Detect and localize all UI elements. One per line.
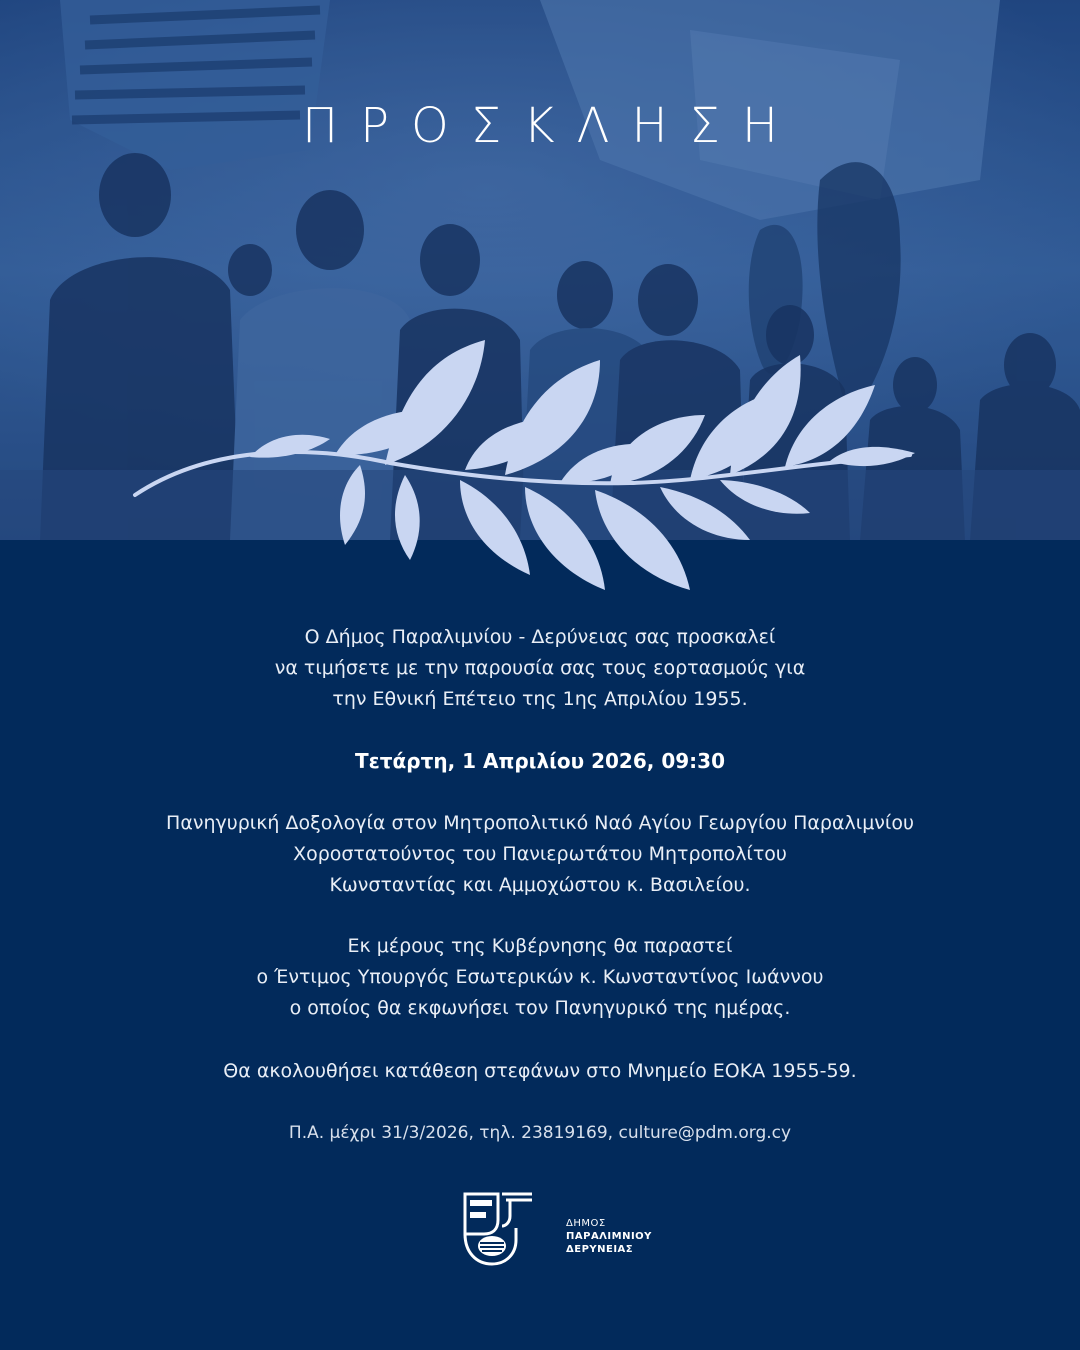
municipality-emblem-icon	[462, 1190, 536, 1268]
wreath-line: Θα ακολουθήσει κατάθεση στεφάνων στο Μνημείο ΕΟΚΑ 1955-59.	[223, 1060, 857, 1082]
logo-line-2: ΠΑΡΑΛΙΜΝΙΟΥ	[566, 1231, 652, 1242]
government-line: Εκ μέρους της Κυβέρνησης θα παραστεί	[347, 935, 733, 957]
olive-branch-icon	[130, 335, 930, 605]
logo-line-3: ΔΕΡΥΝΕΙΑΣ	[566, 1244, 634, 1255]
logo-line-1: ΔΗΜΟΣ	[566, 1218, 606, 1229]
intro-line: την Εθνική Επέτειο της 1ης Απριλίου 1955.	[332, 688, 748, 710]
intro-line: να τιμήσετε με την παρουσία σας τους εορτασμούς για	[274, 657, 806, 679]
service-line: Χοροστατούντος του Πανιερωτάτου Μητροπολίτου	[293, 843, 787, 865]
government-paragraph	[0, 931, 1080, 1024]
event-datetime: Τετάρτη, 1 Απριλίου 2026, 09:30	[355, 749, 725, 773]
service-paragraph	[0, 808, 1080, 901]
intro-paragraph	[0, 622, 1080, 715]
government-line: ο Έντιμος Υπουργός Εσωτερικών κ. Κωνσταντίνος Ιωάννου	[256, 966, 824, 988]
municipality-logo	[462, 1190, 652, 1270]
page-title: ΠΡΟΣΚΛΗΣΗ	[302, 98, 800, 154]
service-line: Κωνσταντίας και Αμμοχώστου κ. Βασιλείου.	[329, 874, 751, 896]
intro-line: Ο Δήμος Παραλιμνίου - Δερύνειας σας προσκαλεί	[304, 626, 776, 648]
service-line: Πανηγυρική Δοξολογία στον Μητροπολιτικό Ναό Αγίου Γεωργίου Παραλιμνίου	[166, 812, 914, 834]
logo-text	[566, 1217, 652, 1256]
rsvp-line: Π.Α. μέχρι 31/3/2026, τηλ. 23819169, culture@pdm.org.cy	[288, 1123, 792, 1143]
government-line: ο οποίος θα εκφωνήσει τον Πανηγυρικό της ημέρας.	[289, 997, 791, 1019]
